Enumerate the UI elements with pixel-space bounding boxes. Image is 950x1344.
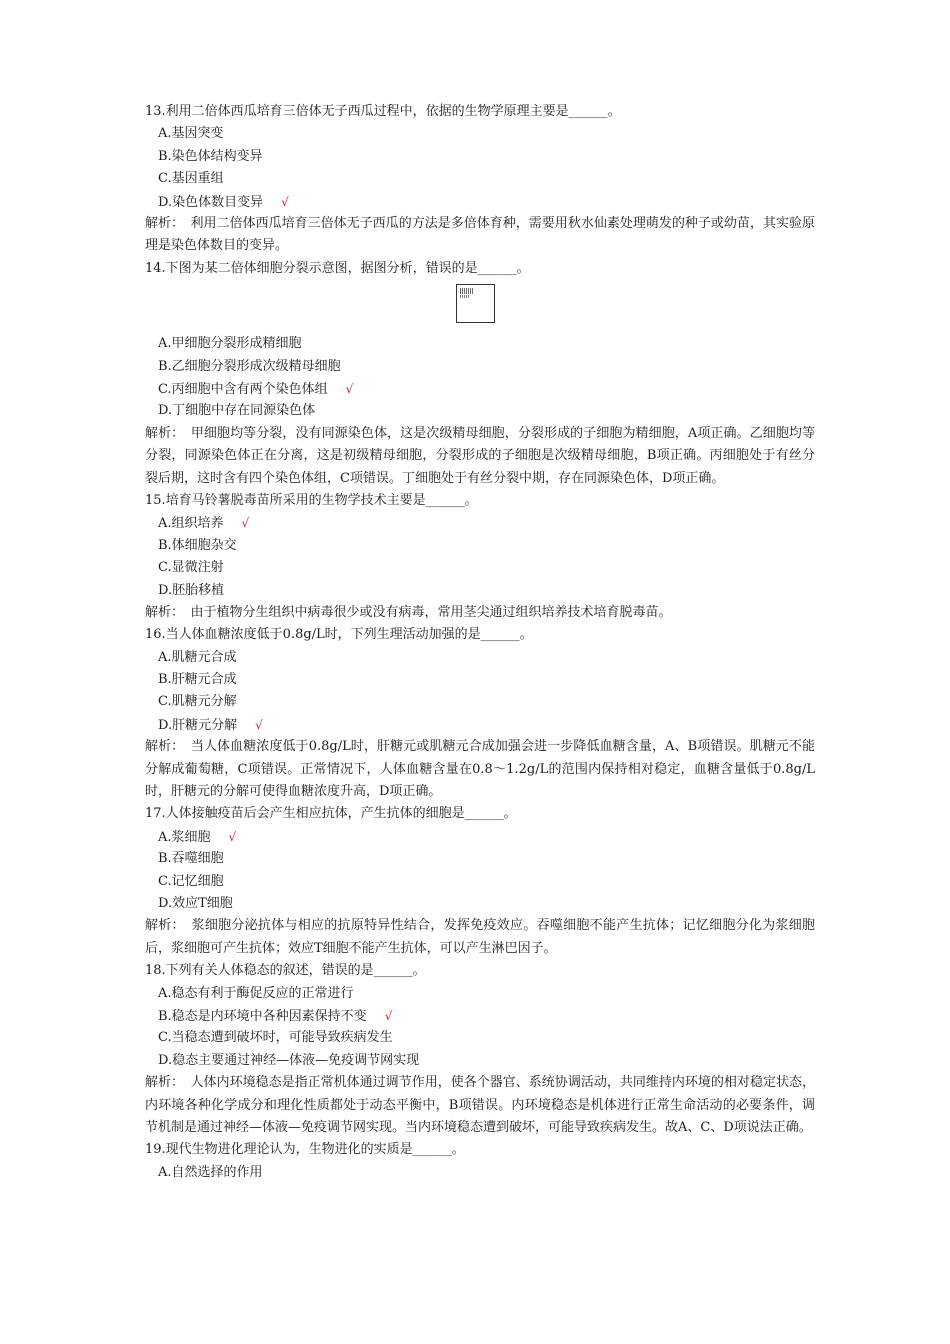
cell-division-figure	[456, 284, 495, 323]
answer-option	[145, 356, 815, 378]
answer-option	[145, 512, 815, 534]
answer-option	[145, 535, 815, 557]
question-stem: 13.利用二倍体西瓜培育三倍体无子西瓜过程中，依据的生物学原理主要是______。	[145, 104, 621, 119]
answer-option	[145, 378, 815, 400]
answer-option-text: B.肝糖元合成	[158, 672, 237, 688]
correct-check-icon: √	[241, 516, 250, 531]
answer-option	[145, 983, 815, 1005]
figure-thumbnail-mark	[460, 288, 474, 294]
answer-option-text: B.体细胞杂交	[158, 537, 237, 553]
answer-option-text: D.效应T细胞	[158, 896, 233, 912]
answer-option	[145, 1027, 815, 1049]
answer-option	[145, 826, 815, 848]
answer-option	[145, 168, 815, 190]
answer-option-text: C.丙细胞中含有两个染色体组	[158, 381, 328, 397]
answer-option-text: C.基因重组	[158, 171, 224, 187]
answer-option-text: C.记忆细胞	[158, 873, 224, 889]
question-stem: 14.下图为某二倍体细胞分裂示意图，据图分析，错误的是______。	[145, 260, 530, 276]
answer-option	[145, 848, 815, 870]
question-block	[145, 960, 815, 1139]
question-stem: 15.培育马铃薯脱毒苗所采用的生物学技术主要是______。	[145, 492, 478, 508]
answer-option-text: D.染色体数目变异	[158, 194, 264, 210]
answer-option-text: A.浆细胞	[158, 829, 211, 845]
answer-option-text: B.稳态是内环境中各种因素保持不变	[158, 1009, 367, 1025]
answer-option	[145, 557, 815, 579]
answer-option	[145, 714, 815, 736]
answer-option-text: A.甲细胞分裂形成精细胞	[158, 336, 302, 352]
correct-check-icon: √	[384, 1009, 393, 1024]
answer-option	[145, 191, 815, 213]
explanation-text: 解析： 人体内环境稳态是指正常机体通过调节作用，使各个器官、系统协调活动，共同维持内环境的相对稳定状态，内环境各种化学成分和理化性质都处于动态平衡中，B项错误。内环境稳态是机体进行正常生命活动的必要条件，调节机制是通过神经—体液—免疫调节网实现。当内环境稳态遭到破坏，可能导致疾病发生。故A、C、D项说法正确。	[145, 1075, 815, 1135]
explanation-text: 解析： 甲细胞均等分裂，没有同源染色体，这是次级精母细胞，分裂形成的子细胞为精细胞，A项正确。乙细胞均等分裂，同源染色体正在分离，这是初级精母细胞，分裂形成的子细胞是次级精母细胞，B项正确。丙细胞处于有丝分裂后期，这时含有四个染色体组，C项错误。丁细胞处于有丝分裂中期，存在同源染色体，D项正确。	[145, 425, 815, 486]
correct-check-icon: √	[281, 194, 289, 209]
question-stem: 19.现代生物进化理论认为，生物进化的实质是______。	[145, 1142, 465, 1158]
answer-option-text: A.肌糖元合成	[158, 649, 237, 665]
answer-option-text: C.当稳态遭到破坏时，可能导致疾病发生	[158, 1030, 393, 1046]
answer-option	[145, 123, 815, 145]
answer-option	[145, 1162, 815, 1184]
correct-check-icon: √	[228, 829, 237, 844]
answer-option	[145, 691, 815, 713]
question-block	[145, 624, 815, 803]
answer-option	[145, 893, 815, 915]
explanation-text: 解析： 利用二倍体西瓜培育三倍体无子西瓜的方法是多倍体育种，需要用秋水仙素处理萌发的种子或幼苗，其实验原理是染色体数目的变异。	[145, 215, 815, 254]
answer-option-text: A.稳态有利于酶促反应的正常进行	[158, 985, 354, 1001]
answer-option-text: D.胚胎移植	[158, 582, 225, 598]
answer-option-text: B.染色体结构变异	[158, 148, 263, 164]
answer-option	[145, 669, 815, 691]
question-block	[145, 1139, 815, 1184]
question-stem: 16.当人体血糖浓度低于0.8g/L时，下列生理活动加强的是______。	[145, 627, 533, 643]
answer-option	[145, 1005, 815, 1027]
correct-check-icon: √	[255, 717, 263, 732]
answer-option-text: B.吞噬细胞	[158, 851, 224, 867]
answer-option	[145, 871, 815, 893]
answer-option	[145, 580, 815, 602]
answer-option	[145, 1050, 815, 1072]
question-block	[145, 258, 815, 490]
question-stem: 18.下列有关人体稳态的叙述，错误的是______。	[145, 963, 426, 979]
answer-option-text: A.自然选择的作用	[158, 1164, 263, 1180]
answer-option-text: A.组织培养	[158, 516, 224, 532]
question-block	[145, 803, 815, 960]
question-list	[145, 101, 815, 1184]
answer-option-text: A.基因突变	[158, 126, 224, 142]
answer-option-text: B.乙细胞分裂形成次级精母细胞	[158, 358, 341, 374]
explanation-text: 解析： 当人体血糖浓度低于0.8g/L时，肝糖元或肌糖元合成加强会进一步降低血糖含量，A、B项错误。肌糖元不能分解成葡萄糖，C项错误。正常情况下，人体血糖含量在0.8～1.2g/L的范围内保持相对稳定，血糖含量低于0.8g/L时，肝糖元的分解可使得血糖浓度升高，D项正确。	[145, 739, 815, 800]
figure-thumbnail-mark	[460, 295, 469, 298]
explanation-text: 解析： 由于植物分生组织中病毒很少或没有病毒，常用茎尖通过组织培养技术培育脱毒苗。	[145, 604, 672, 620]
answer-option-text: C.显微注射	[158, 560, 224, 576]
answer-option	[145, 333, 815, 355]
question-block	[145, 101, 815, 258]
answer-option	[145, 146, 815, 168]
answer-option-text: D.肝糖元分解	[158, 717, 238, 733]
question-stem: 17.人体接触疫苗后会产生相应抗体，产生抗体的细胞是______。	[145, 806, 517, 822]
answer-option	[145, 647, 815, 669]
answer-option-text: C.肌糖元分解	[158, 694, 237, 710]
correct-check-icon: √	[345, 381, 354, 396]
answer-option	[145, 400, 815, 422]
cell-division-figure-container	[145, 280, 815, 333]
answer-option-text: D.稳态主要通过神经—体液—免疫调节网实现	[158, 1052, 420, 1068]
answer-option-text: D.丁细胞中存在同源染色体	[158, 403, 316, 419]
explanation-text: 解析： 浆细胞分泌抗体与相应的抗原特异性结合，发挥免疫效应。吞噬细胞不能产生抗体；记忆细胞分化为浆细胞后，浆细胞可产生抗体；效应T细胞不能产生抗体，可以产生淋巴因子。	[145, 918, 815, 956]
question-block	[145, 490, 815, 624]
